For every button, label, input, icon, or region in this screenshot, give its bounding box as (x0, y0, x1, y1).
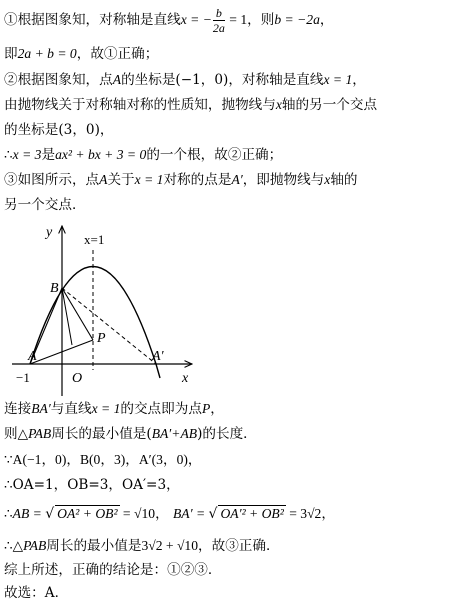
text: 的坐标是(−1，0)，对称轴是直线 (121, 72, 324, 88)
math-x-eq-3: x = 3 (12, 147, 42, 162)
text: 与直线 (50, 401, 92, 417)
math-BA-plus-AB: BA′+AB (151, 426, 198, 441)
math-min-value: 3√2 + √10 (141, 538, 199, 553)
text: 即 (4, 46, 18, 62)
text: 由抛物线关于对称轴对称的性质知，抛物线与 (4, 97, 276, 113)
fraction-denominator: 2a (212, 21, 225, 35)
line-1 (4, 6, 334, 35)
fraction-b-over-2a (213, 6, 225, 35)
line-12 (4, 476, 180, 494)
text: ∵A(−1，0)，B(0，3)，A′(3，0)， (4, 452, 202, 467)
label-axis-line: x=1 (84, 232, 105, 247)
text: 是 (41, 147, 56, 163)
text: ， (352, 72, 366, 88)
math-BA-prime: BA′ (31, 401, 51, 416)
math-x-eq-1: x = 1 (91, 401, 121, 416)
label-B: B (50, 281, 59, 296)
label-x: x (182, 371, 189, 386)
math-PAB: PAB (28, 426, 52, 441)
radical-sign: √ (208, 506, 218, 522)
math-eq-3sqrt2: = 3√2 (285, 506, 322, 521)
text: 的坐标是(3，0)， (4, 122, 114, 138)
line-6 (4, 146, 282, 164)
line-16 (4, 584, 68, 602)
text: 故选：A． (4, 585, 69, 601)
math-x-eq-1: x = 1 (134, 172, 164, 187)
text: ②根据图象知，点 (4, 72, 113, 88)
text: ①根据图象知，对称轴是直线 (4, 12, 181, 28)
math-b-eq: b = −2a (274, 12, 320, 27)
math-x-eq: x = − (180, 12, 212, 27)
text: ， (319, 12, 334, 28)
line-2 (4, 45, 158, 63)
text: ∴OA=1，OB=3，OA′=3， (4, 477, 180, 493)
text: ，故③正确． (198, 538, 280, 554)
text: ， (210, 401, 224, 417)
line-5 (4, 121, 113, 139)
math-sqrt-arg-b: OA′² + OB² (220, 506, 284, 521)
text: ∴ (4, 506, 13, 522)
math-point-P: P (201, 401, 211, 416)
radical-sign: √ (45, 506, 55, 522)
text: 周长的最小值是 (46, 538, 142, 554)
label-A-prime: A′ (152, 349, 164, 364)
line-10 (4, 425, 257, 443)
text: 周长的最小值是( (51, 426, 152, 442)
text: ， (321, 506, 335, 522)
line-14 (4, 537, 280, 555)
text: )的长度． (197, 426, 257, 442)
label-minus-one: −1 (16, 370, 30, 385)
math-PAB: PAB (23, 538, 47, 553)
line-4 (4, 96, 377, 114)
text: 的交点即为点 (120, 401, 202, 417)
text: 关于 (107, 172, 135, 188)
parabola-figure (10, 220, 210, 398)
label-P: P (97, 331, 106, 346)
label-y: y (46, 225, 53, 240)
text: ， (155, 506, 169, 522)
line-13 (4, 505, 335, 523)
text: ，则 (247, 12, 275, 28)
line-7 (4, 171, 358, 189)
text: ∴ (4, 147, 13, 163)
math-BA-prime-eq: BA′ = (172, 506, 209, 521)
math-sqrt-arg-a: OA² + OB² (57, 506, 118, 521)
line-9 (4, 400, 224, 418)
math-eq-1: = 1 (225, 12, 248, 27)
text: 轴的另一个交点 (281, 97, 378, 113)
text: 轴的 (330, 172, 358, 188)
text: 的一个根，故②正确； (146, 147, 283, 163)
line-11 (4, 451, 202, 469)
text: ③如图所示，点 (4, 172, 100, 188)
text: 另一个交点． (4, 197, 86, 213)
math-x: x (275, 97, 282, 112)
math-point-A: A (112, 72, 122, 87)
math-x: x (324, 172, 331, 187)
label-origin: O (72, 371, 83, 386)
math-AB-eq: AB = (12, 506, 46, 521)
fraction-numerator: b (213, 6, 225, 21)
text: 对称的点是 (163, 172, 232, 188)
text: ，故①正确； (76, 46, 159, 62)
line-15 (4, 561, 222, 579)
text: 综上所述，正确的结论是：①②③． (4, 562, 222, 578)
math-sum-eq: 2a + b = 0 (17, 46, 77, 61)
math-eq-sqrt10: = √10 (119, 506, 156, 521)
line-8 (4, 196, 86, 214)
math-point-A: A (99, 172, 108, 187)
math-x-eq-1: x = 1 (323, 72, 353, 87)
text: 则△ (4, 426, 29, 442)
math-quadratic: ax² + bx + 3 = 0 (55, 147, 147, 162)
text: ∴△ (4, 538, 24, 554)
math-point-A-prime: A′ (231, 172, 243, 187)
label-A: A (28, 349, 37, 364)
text: ，即抛物线与 (242, 172, 325, 188)
text: 连接 (4, 401, 32, 417)
line-3 (4, 71, 366, 89)
